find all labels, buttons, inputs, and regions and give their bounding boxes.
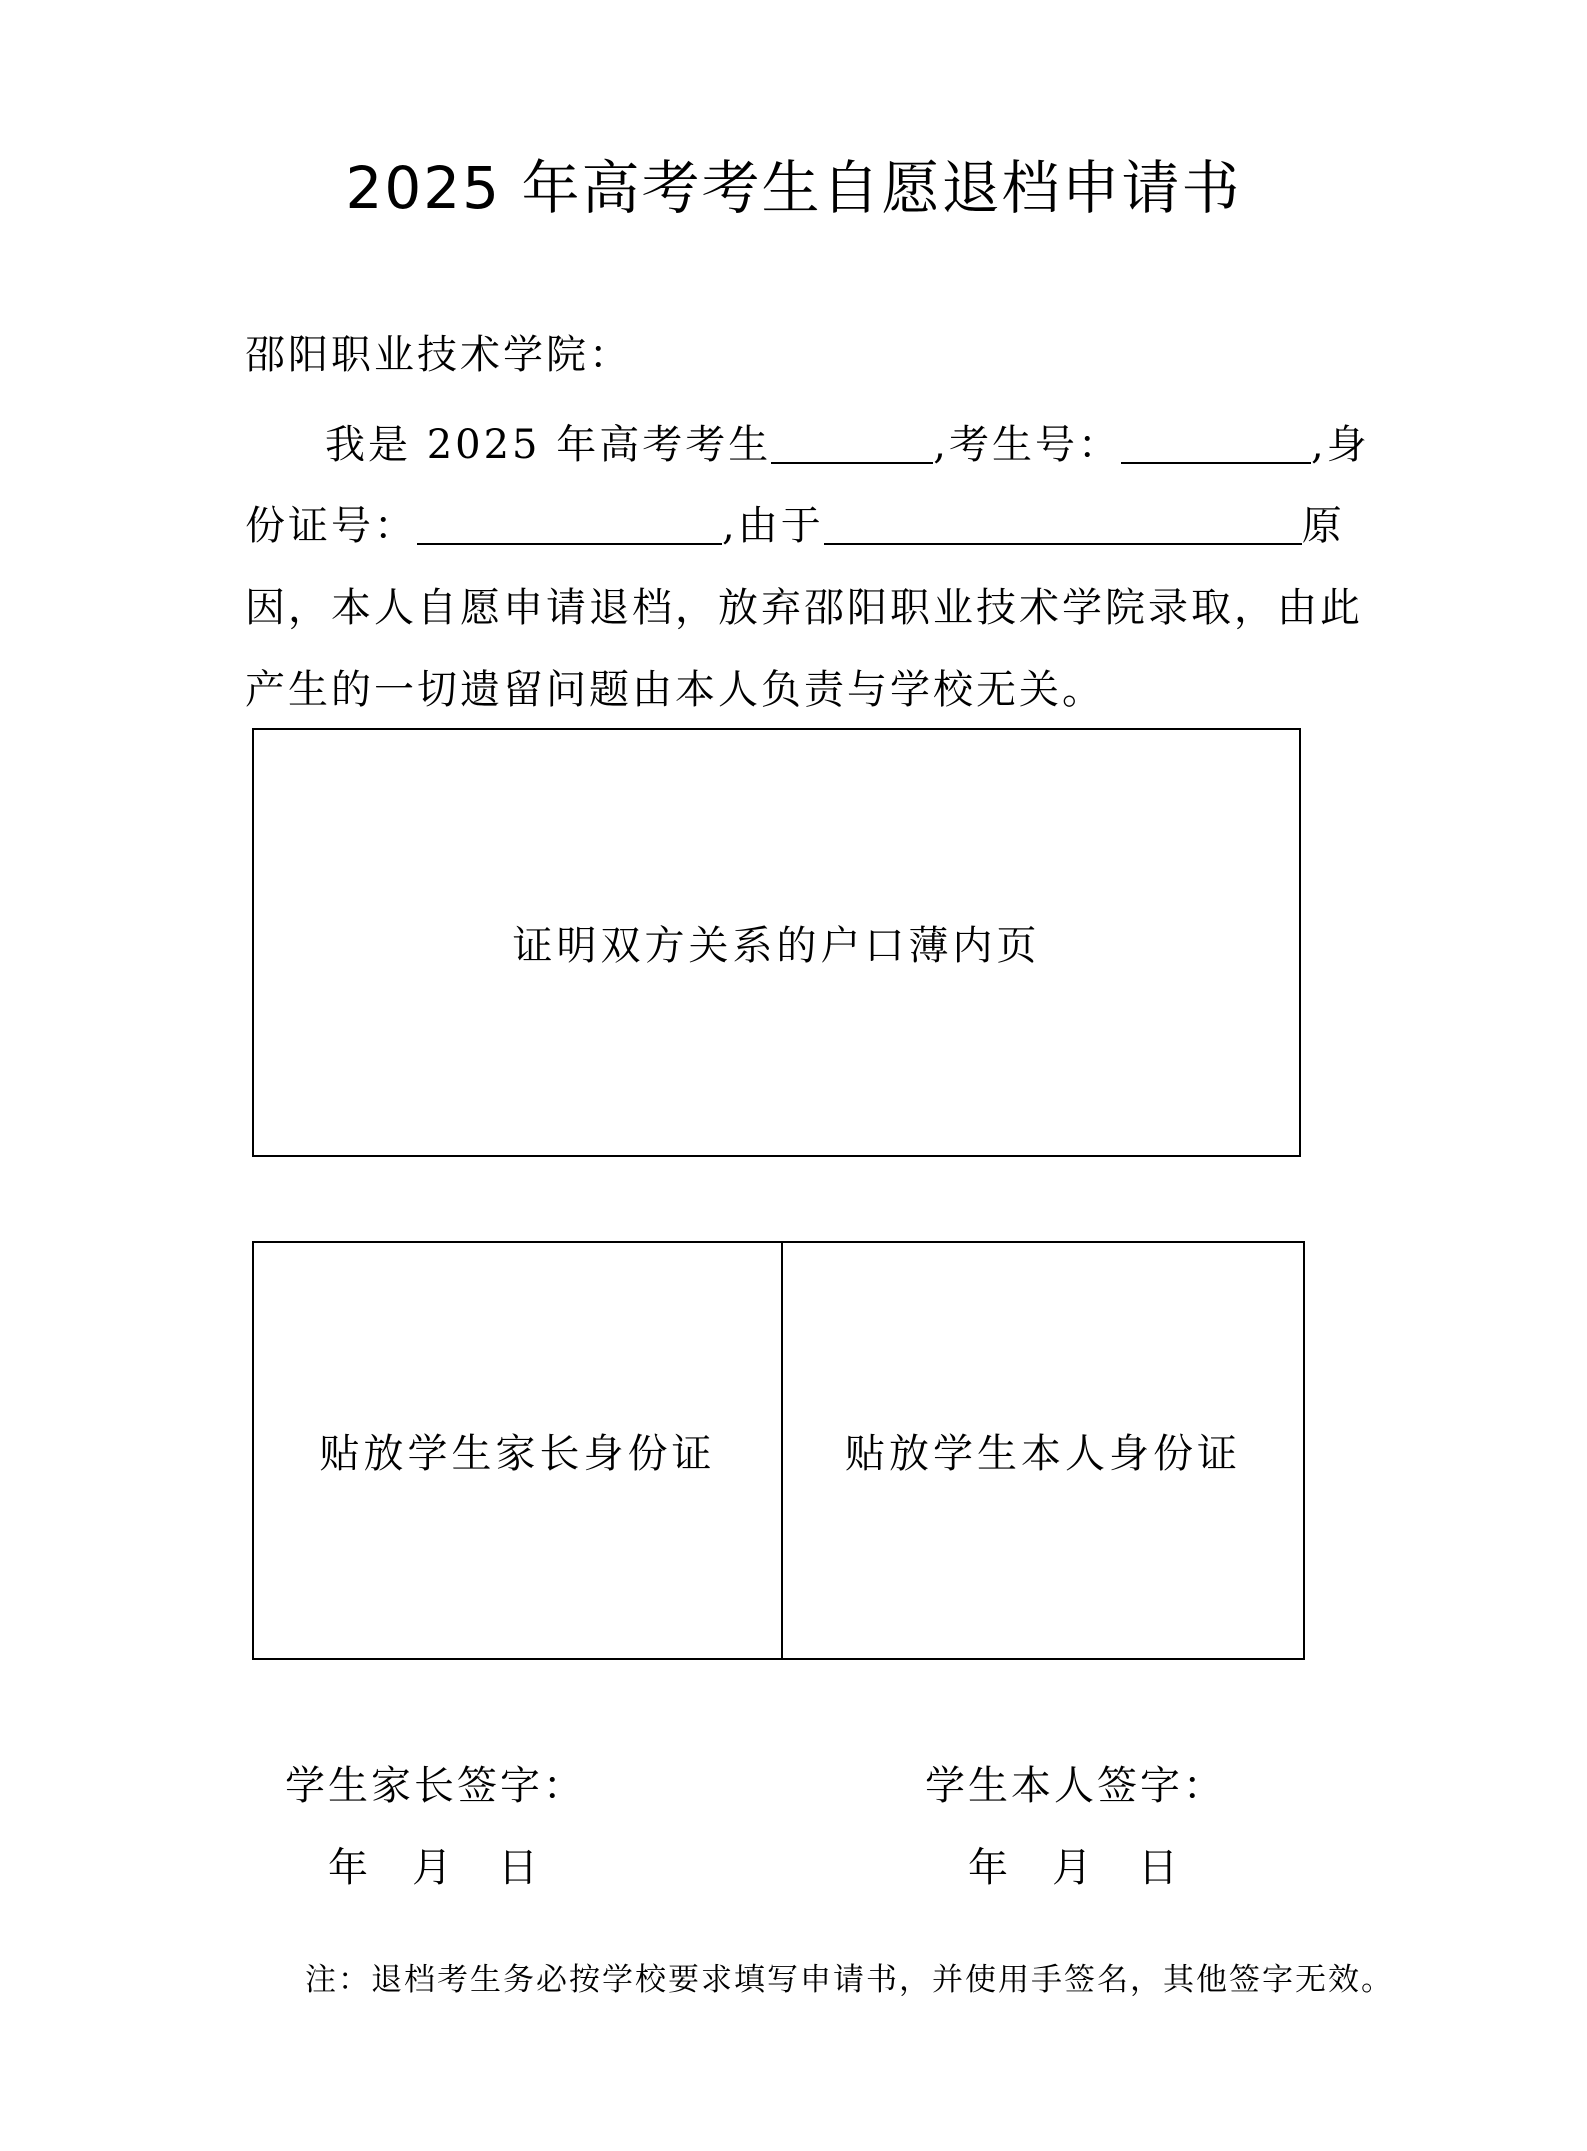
- student-signature-label: 学生本人签字：: [925, 1763, 1226, 1809]
- reason-blank[interactable]: [824, 503, 1302, 545]
- footnote: 注：退档考生务必按学校要求填写申请书，并使用手签名，其他签字无效。: [305, 1962, 1394, 1998]
- household-register-label: 证明双方关系的户口薄内页: [512, 923, 1041, 969]
- parent-id-label: 贴放学生家长身份证: [319, 1431, 716, 1477]
- body-line-1: [325, 415, 1445, 475]
- body-text: 原: [1301, 503, 1345, 549]
- page-title: 2025 年高考考生自愿退档申请书: [345, 154, 1242, 222]
- parent-date: [328, 1838, 538, 1898]
- name-blank[interactable]: [771, 422, 933, 464]
- body-line-2: [245, 496, 1365, 556]
- student-date: [968, 1838, 1178, 1898]
- day-label: 日: [498, 1845, 538, 1891]
- body-text: 份证号：: [245, 503, 417, 549]
- body-text: 我是 2025 年高考考生: [325, 422, 772, 468]
- body-text: ,身: [1310, 422, 1370, 468]
- household-register-box: [252, 728, 1301, 1157]
- exam-number-blank[interactable]: [1121, 422, 1311, 464]
- month-label: 月: [1052, 1845, 1092, 1891]
- body-line-4: 产生的一切遗留问题由本人负责与学校无关。: [245, 667, 1105, 713]
- month-label: 月: [412, 1845, 452, 1891]
- parent-signature-label: 学生家长签字：: [285, 1763, 586, 1809]
- body-text: ,由于: [722, 503, 824, 549]
- day-label: 日: [1138, 1845, 1178, 1891]
- id-number-blank[interactable]: [417, 503, 722, 545]
- parent-id-box: [252, 1241, 783, 1660]
- addressee: 邵阳职业技术学院：: [245, 332, 632, 378]
- year-label: 年: [328, 1845, 368, 1891]
- body-line-3: 因，本人自愿申请退档，放弃邵阳职业技术学院录取，由此: [245, 585, 1363, 631]
- student-id-box: [781, 1241, 1305, 1660]
- student-id-label: 贴放学生本人身份证: [845, 1431, 1241, 1477]
- year-label: 年: [968, 1845, 1008, 1891]
- body-text: ,考生号：: [933, 422, 1121, 468]
